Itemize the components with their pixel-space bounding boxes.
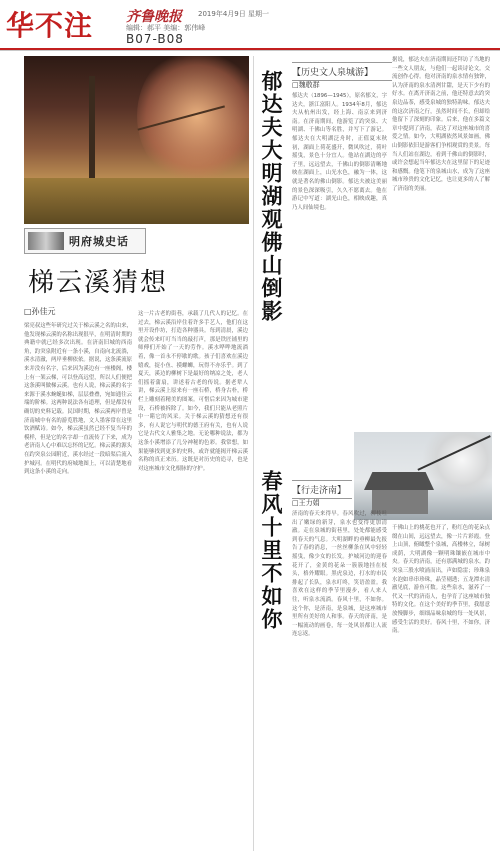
editor-line: 编辑：郝平 美编：郭伟峰: [126, 24, 206, 32]
section-heading: 【历史文人泉城游】: [292, 62, 392, 81]
article-body-column: 梁亮叔这些年研究过关于梯云溪之名的由来，他发现梯云溪的名称出现很早，在明清时期的典籍中就已经多次出现。在济南旧城的西南角，趵突泉附近有一条小溪，自南向北流淌，溪水清澈，两岸垂柳依依。据说，这条溪流原来并没有名字，后来因为溪边有一座楼阁，楼上有一架云梯，可以登高远望，所以人们便把这条溪叫做梯云溪。也有人说，梯云溪的名字来源于溪水蜿蜒如梯，层层叠叠，宛如通往云端的阶梯。这两种说法各有道理，但是都没有确切的史料记载。民国时期，梯云溪两岸曾是济南城中有名的游览胜地，文人墨客常在这里饮酒赋诗。如今，梯云溪虽然已经不复当年的模样，但是它的名字却一直流传了下来，成为老济南人心中难以忘怀的记忆。梯云溪的源头在趵突泉公园附近，溪水经过一段暗渠后流入护城河。在明代的府城地图上，可以清楚地看到这条小溪的走向。: [24, 323, 132, 476]
article-author: □王力娟: [292, 499, 320, 507]
paper-name: 齐鲁晚报: [126, 9, 182, 25]
vertical-headline: 春风十里不如你: [259, 470, 284, 631]
article-body-column: 郁达夫（1896—1945），原名郁文，字达夫，浙江富阳人。1934年8月，郁达夫从杭州出发，经上海、南京来到济南。在济南期间，他游览了趵突泉、大明湖、千佛山等名胜，并写下了游记。郁达夫在大明湖泛舟时，正值夏末秋初，湖面上荷花盛开，微风吹过，荷叶摇曳，景色十分宜人。他站在湖边的亭子里，远远望去，千佛山的倒影清晰地映在湖面上，山光水色，融为一体，这就是著名的佛山倒影。郁达夫被这美丽的景色深深吸引，久久不愿离去。他在游记中写道：湖光山色，相映成趣，真乃人间仙境也。: [292, 93, 387, 211]
article-author: □孙佳元: [24, 307, 56, 316]
garden-building-photo: [354, 432, 492, 520]
masthead: [0, 0, 500, 51]
column-label: 明府城史话: [69, 235, 129, 248]
ground: [24, 178, 249, 224]
article-body-column: 这一片古老的街巷，承载了几代人的记忆。在过去，梯云溪沿岸住着许多手艺人，他们在这里开设作坊，打造各种器具。每到清晨，溪边就会传来叮叮当当的敲打声，那是铁匠铺里的师傅们开始了一天的劳作。溪水哗哗地流淌着，像一首永不停歇的歌。孩子们喜欢在溪边嬉戏，捉小鱼、摸螺蛳，玩得不亦乐乎。到了夏天，溪边的柳树下是最好的纳凉之处，老人们摇着蒲扇，讲述着古老的传说。据老辈人讲，梯云溪上原来有一座石桥，桥身古朴，桥栏上雕刻着精美的图案。可惜后来因为城市建设，石桥被拆除了。如今，我们只能从老照片中一睹它的风采。关于梯云溪的猜想还有很多，有人说它与明代的德王府有关，也有人说它是古代文人雅集之地。无论哪种说法，都为这条小溪增添了几分神秘的色彩。我常想，如果能够找到更多的史料，或许就能揭开梯云溪名称的真正来历。这既是对历史的追寻，也是对这座城市文化根脉的守护。: [138, 311, 248, 472]
building-roof: [364, 472, 434, 490]
section-title: 华不注: [6, 9, 94, 42]
page-numbers: B07-B08: [126, 32, 184, 46]
masthead-rule: [0, 48, 500, 50]
issue-date: 2019年4月9日 星期一: [198, 10, 269, 18]
column-label-box: [24, 228, 146, 254]
column-thumbnail-icon: [28, 232, 64, 250]
article-body-column: 济南的春天来得早。春风吹过，柳枝吐出了嫩绿的新芽，泉水也变得更加清澈。走在泉城的街巷里，处处都能感受到春天的气息。大明湖畔的垂柳最先报告了春的消息，一丝丝柳条在风中轻轻摇曳，像少女的长发。护城河边的迎春花开了，金黄的花朵一簇簇地挂在枝头，格外耀眼。黑虎泉边，打水的市民排起了长队，泉水叮咚，笑语盈盈。我喜欢在这样的季节里漫步，看人来人往，听泉水流淌。春风十里，不如你。这个你，是济南，是泉城，是这座城市里所有美好的人和事。春天的济南，是一幅流动的画卷，每一处风景都让人流连忘返。: [292, 511, 387, 638]
article-author: □魏敬群: [292, 81, 320, 89]
section-heading: 【行走济南】: [292, 480, 352, 499]
column-divider: [253, 56, 254, 851]
article-body-column: 据说，郁达夫在济南期间还拜访了当地的一些文人朋友，与他们一起谈诗论文，交流创作心得。他对济南的泉水情有独钟，认为济南的泉水清冽甘甜，是天下少有的好水。在离开济南之前，他还特意去趵突泉边品茶，感受泉城的独特韵味。郁达夫的这次济南之行，虽然时间不长，但却给他留下了深刻的印象。后来，他在多篇文章中提到了济南，表达了对这座城市的喜爱之情。如今，大明湖依然风景如画，佛山倒影依旧是游客们争相观赏的美景。每当人们站在湖边，看到千佛山的倒影时，或许会想起当年郁达夫在这里留下的足迹和感慨。他笔下的泉城山水，成为了这座城市珍贵的文化记忆，也让更多的人了解了济南的美丽。: [392, 57, 490, 192]
article-title: 梯云溪猜想: [28, 268, 169, 298]
spring-tree-photo: [24, 56, 249, 224]
vertical-headline: 郁达夫大明湖观佛山倒影: [259, 70, 284, 323]
article-body-column: 千佛山上的桃花也开了，粉红色的花朵点缀在山间，远远望去，像一片片彩霞。登上山顶，俯瞰整个泉城，高楼林立，绿树成荫，大明湖像一颗明珠镶嵌在城市中央。春天的济南，还有那满城的泉水。趵突泉三股水喷涌而出，声如隐雷；珍珠泉水泡如串串珍珠，晶莹剔透；五龙潭水清澈见底，游鱼可数。这些泉水，滋养了一代又一代的济南人，也孕育了这座城市独特的文化。在这个美好的季节里，我愿意放慢脚步，细细品味泉城的每一处风景，感受生活的美好。春风十里，不如你，济南。: [392, 525, 490, 635]
